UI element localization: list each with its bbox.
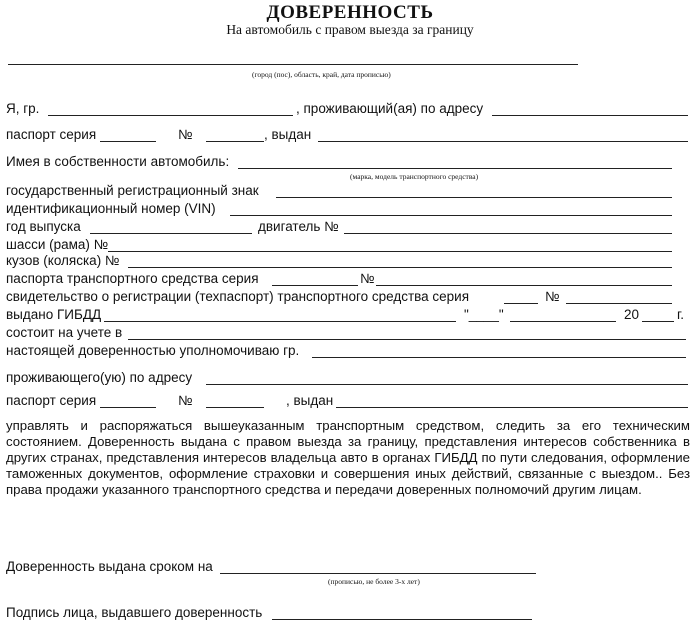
- row-citizen: [0, 100, 700, 118]
- gibdd-day-field[interactable]: "____": [464, 307, 504, 322]
- row-passport: [0, 126, 700, 144]
- authorize-label: настоящей доверенностью уполномочиваю гр.: [6, 343, 300, 358]
- document-subtitle: На автомобиль с правом выезда за границу: [226, 22, 474, 37]
- row-vin: [0, 200, 700, 218]
- car-model-field[interactable]: [238, 168, 672, 169]
- signature-field[interactable]: [272, 619, 532, 620]
- year-field[interactable]: [90, 233, 252, 234]
- gibdd-label: выдано ГИБДД: [6, 307, 102, 322]
- citizen-label: Я, гр.: [6, 101, 40, 116]
- pts-number-label: №: [360, 271, 375, 286]
- year-label: год выпуска: [6, 219, 81, 234]
- reg-sign-field[interactable]: [276, 197, 672, 198]
- certificate-number-label: №: [545, 289, 560, 304]
- term-hint: (прописью, не более 3-х лет): [328, 577, 420, 586]
- passport2-issued-field[interactable]: [336, 407, 688, 408]
- passport-number-field[interactable]: [206, 141, 264, 142]
- term-field[interactable]: [220, 573, 536, 574]
- row-passport2: [0, 392, 700, 410]
- authorization-text: управлять и распоряжаться вышеуказанным транспортным средством, следить за его техническим состоянием. Доверенность выдана с правом выезда за границу, представления интересов собственника в других странах, представления интересов владельца авто в органах ГИБДД по пути следования, оформление таможенных документов, оформление страховки и совершения иных действий, связанные с выездом.. Без права продажи указанного транспортного средства и передачи доверенных полномочий другим лицам.: [6, 418, 690, 497]
- row-residing2: [0, 369, 700, 387]
- vin-field[interactable]: [230, 215, 672, 216]
- passport-number-label: №: [178, 127, 193, 142]
- passport2-number-label: №: [178, 393, 193, 408]
- row-certificate: [0, 288, 700, 306]
- city-date-hint: (город (пос), область, край, дата прописью): [252, 70, 391, 79]
- row-year-engine: [0, 218, 700, 236]
- city-date-field[interactable]: [8, 64, 578, 65]
- pts-number-field[interactable]: [376, 285, 672, 286]
- term-label: Доверенность выдана сроком на: [6, 559, 213, 574]
- engine-field[interactable]: [344, 233, 672, 234]
- row-signature: [0, 604, 700, 622]
- passport-series-field[interactable]: [100, 141, 156, 142]
- car-model-hint: (марка, модель транспортного средства): [350, 172, 479, 181]
- engine-label: двигатель №: [258, 219, 339, 234]
- row-reg-sign: [0, 182, 700, 200]
- gibdd-year-field[interactable]: [642, 321, 674, 322]
- chassis-label: шасси (рама) №: [6, 237, 109, 252]
- body-field[interactable]: [128, 267, 672, 268]
- row-authorize: [0, 342, 700, 360]
- certificate-number-field[interactable]: [566, 303, 672, 304]
- registered-label: состоит на учете в: [6, 325, 123, 340]
- year-suffix: г.: [677, 307, 685, 322]
- passport-issued-label: , выдан: [264, 127, 312, 142]
- gibdd-field[interactable]: [104, 321, 456, 322]
- vin-label: идентификационный номер (VIN): [6, 201, 216, 216]
- passport2-issued-label: , выдан: [286, 393, 334, 408]
- row-registered: [0, 324, 700, 342]
- document-title: ДОВЕРЕННОСТЬ: [266, 2, 434, 23]
- address-field[interactable]: [492, 115, 688, 116]
- citizen-name-field[interactable]: [48, 115, 293, 116]
- passport-series-label: паспорт серия: [6, 127, 97, 142]
- residing2-label: проживающего(ую) по адресу: [6, 370, 193, 385]
- passport2-series-label: паспорт серия: [6, 393, 97, 408]
- certificate-label: свидетельство о регистрации (техпаспорт) транспортного средства серия: [6, 289, 470, 304]
- body-label: кузов (коляска) №: [6, 253, 120, 268]
- row-owned-car: [0, 153, 700, 171]
- passport2-series-field[interactable]: [100, 407, 156, 408]
- reg-sign-label: государственный регистрационный знак: [6, 183, 259, 198]
- passport-issued-field[interactable]: [318, 141, 688, 142]
- year-prefix: 20: [624, 307, 640, 322]
- row-body: [0, 252, 700, 270]
- row-term: [0, 558, 700, 576]
- signature-label: Подпись лица, выдавшего доверенность: [6, 605, 263, 620]
- certificate-series-field[interactable]: [504, 303, 538, 304]
- passport2-number-field[interactable]: [206, 407, 264, 408]
- row-pts: [0, 270, 700, 288]
- registered-field[interactable]: [128, 339, 686, 340]
- pts-label: паспорта транспортного средства серия: [6, 271, 259, 286]
- authorized-person-field[interactable]: [312, 357, 686, 358]
- residing-label: , проживающий(ая) по адресу: [296, 101, 484, 116]
- owned-car-label: Имея в собственности автомобиль:: [6, 154, 230, 169]
- address2-field[interactable]: [206, 384, 688, 385]
- gibdd-month-field[interactable]: [510, 321, 616, 322]
- pts-series-field[interactable]: [272, 285, 358, 286]
- row-gibdd: [0, 306, 700, 324]
